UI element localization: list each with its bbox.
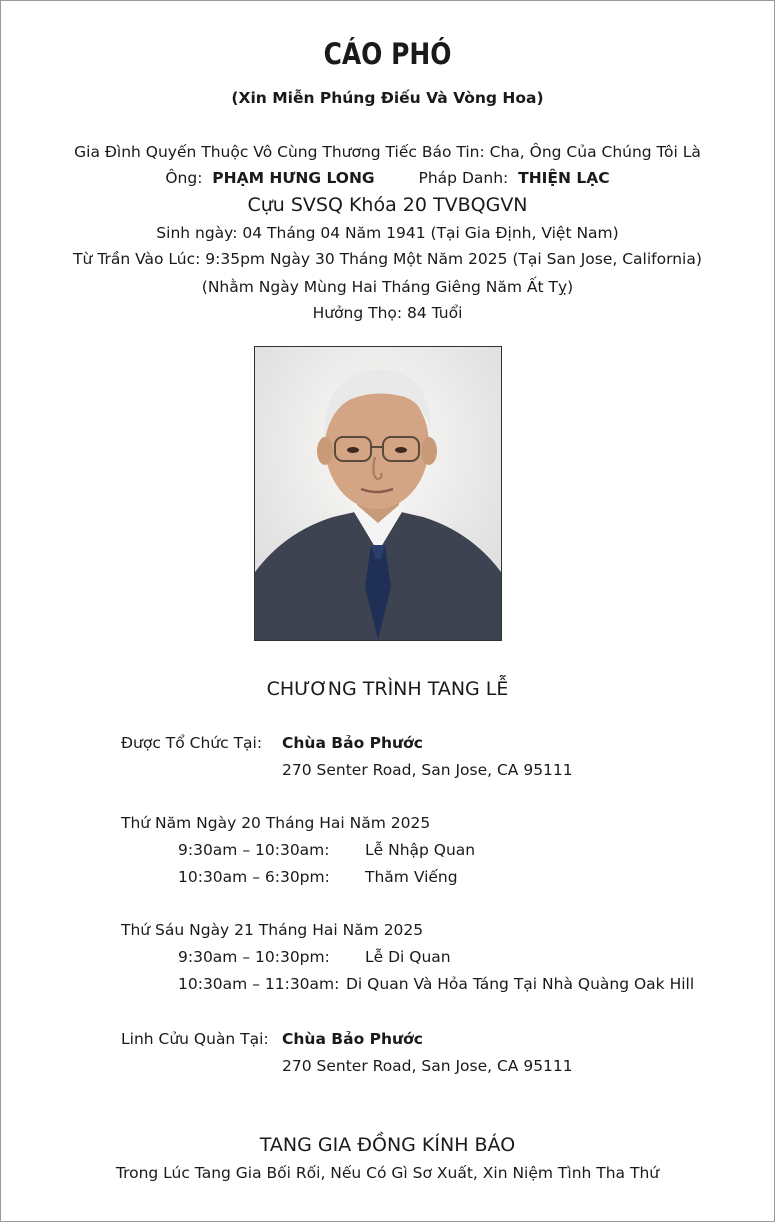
portrait-photo bbox=[254, 346, 502, 641]
dharma-name: THIỆN LẠC bbox=[518, 169, 610, 187]
page-subtitle: (Xin Miễn Phúng Điếu Và Vòng Hoa) bbox=[231, 89, 544, 107]
deceased-name: PHẠM HƯNG LONG bbox=[212, 169, 375, 187]
military-rank: Cựu SVSQ Khóa 20 TVBQGVN bbox=[247, 194, 528, 216]
day2-event-2-desc: Di Quan Và Hỏa Táng Tại Nhà Quàng Oak Hill bbox=[346, 975, 695, 993]
portrait-illustration bbox=[255, 347, 501, 640]
day2-event-1-desc: Lễ Di Quan bbox=[365, 948, 451, 966]
program-title: CHƯƠNG TRÌNH TANG LỄ bbox=[266, 678, 509, 700]
page-title: CÁO PHÓ bbox=[323, 37, 452, 71]
day1-event-2-time: 10:30am – 6:30pm: bbox=[178, 868, 330, 886]
day2-event-1-time: 9:30am – 10:30pm: bbox=[178, 948, 330, 966]
name-label: Ông: bbox=[165, 169, 203, 187]
remains-label: Linh Cửu Quàn Tại: bbox=[121, 1030, 269, 1048]
day2-event-2-time: 10:30am – 11:30am: bbox=[178, 975, 340, 993]
day1-event-1-desc: Lễ Nhập Quan bbox=[365, 841, 476, 859]
birth-info: Sinh ngày: 04 Tháng 04 Năm 1941 (Tại Gia Định, Việt Nam) bbox=[156, 224, 619, 242]
venue-address: 270 Senter Road, San Jose, CA 95111 bbox=[282, 761, 573, 779]
venue-name: Chùa Bảo Phước bbox=[282, 734, 423, 752]
announcement-text: Gia Đình Quyến Thuộc Vô Cùng Thương Tiếc Báo Tin: Cha, Ông Của Chúng Tôi Là bbox=[74, 143, 701, 161]
remains-address: 270 Senter Road, San Jose, CA 95111 bbox=[282, 1057, 573, 1075]
lunar-date: (Nhằm Ngày Mùng Hai Tháng Giêng Năm Ất Tỵ) bbox=[201, 278, 574, 296]
deceased-name-line bbox=[1, 169, 774, 187]
dharma-label: Pháp Danh: bbox=[418, 169, 509, 187]
day1-date: Thứ Năm Ngày 20 Tháng Hai Năm 2025 bbox=[121, 814, 431, 832]
age-info: Hưởng Thọ: 84 Tuổi bbox=[312, 304, 463, 322]
death-info: Từ Trần Vào Lúc: 9:35pm Ngày 30 Tháng Một Năm 2025 (Tại San Jose, California) bbox=[73, 250, 702, 268]
footer-title: TANG GIA ĐỒNG KÍNH BÁO bbox=[259, 1134, 516, 1156]
remains-name: Chùa Bảo Phước bbox=[282, 1030, 423, 1048]
day2-date: Thứ Sáu Ngày 21 Tháng Hai Năm 2025 bbox=[121, 921, 424, 939]
day1-event-2-desc: Thăm Viếng bbox=[365, 868, 458, 886]
footer-note: Trong Lúc Tang Gia Bối Rối, Nếu Có Gì Sơ Xuất, Xin Niệm Tình Tha Thứ bbox=[115, 1164, 660, 1182]
venue-label: Được Tổ Chức Tại: bbox=[121, 734, 263, 752]
day1-event-1-time: 9:30am – 10:30am: bbox=[178, 841, 330, 859]
